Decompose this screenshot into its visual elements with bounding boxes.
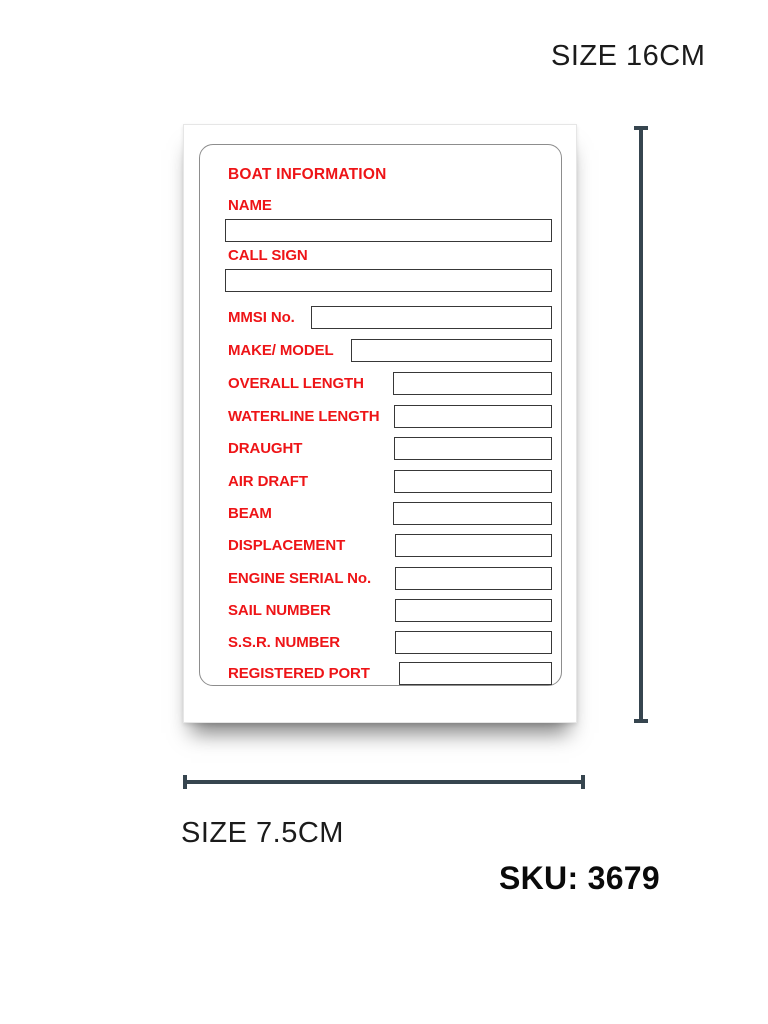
field-input-box	[395, 534, 552, 557]
width-dimension-line	[183, 780, 585, 784]
field-input-box	[225, 219, 552, 242]
field-input-box	[399, 662, 552, 685]
field-label: S.S.R. NUMBER	[228, 634, 341, 651]
sticker-card	[183, 124, 577, 723]
height-dimension-label: SIZE 16CM	[551, 40, 706, 72]
height-dimension-line	[639, 126, 643, 723]
field-input-box	[393, 372, 552, 395]
field-label: WATERLINE LENGTH	[228, 408, 380, 425]
field-label: NAME	[228, 197, 272, 214]
field-label: DRAUGHT	[228, 440, 303, 457]
field-label: OVERALL LENGTH	[228, 375, 364, 392]
sku-label: SKU: 3679	[499, 860, 660, 896]
field-label: REGISTERED PORT	[228, 665, 370, 682]
field-label: MAKE/ MODEL	[228, 342, 334, 359]
field-input-box	[394, 470, 552, 493]
field-input-box	[311, 306, 552, 329]
field-input-box	[395, 599, 552, 622]
field-input-box	[225, 269, 552, 292]
field-label: SAIL NUMBER	[228, 602, 331, 619]
sticker-title: BOAT INFORMATION	[228, 166, 387, 183]
field-label: BEAM	[228, 505, 272, 522]
field-input-box	[394, 405, 552, 428]
field-label: ENGINE SERIAL No.	[228, 570, 372, 587]
field-input-box	[395, 567, 552, 590]
field-input-box	[395, 631, 552, 654]
field-input-box	[351, 339, 552, 362]
field-label: DISPLACEMENT	[228, 537, 346, 554]
field-label: MMSI No.	[228, 309, 295, 326]
field-label: CALL SIGN	[228, 247, 308, 264]
field-input-box	[393, 502, 552, 525]
field-label: AIR DRAFT	[228, 473, 308, 490]
width-dimension-label: SIZE 7.5CM	[181, 817, 344, 849]
field-input-box	[394, 437, 552, 460]
